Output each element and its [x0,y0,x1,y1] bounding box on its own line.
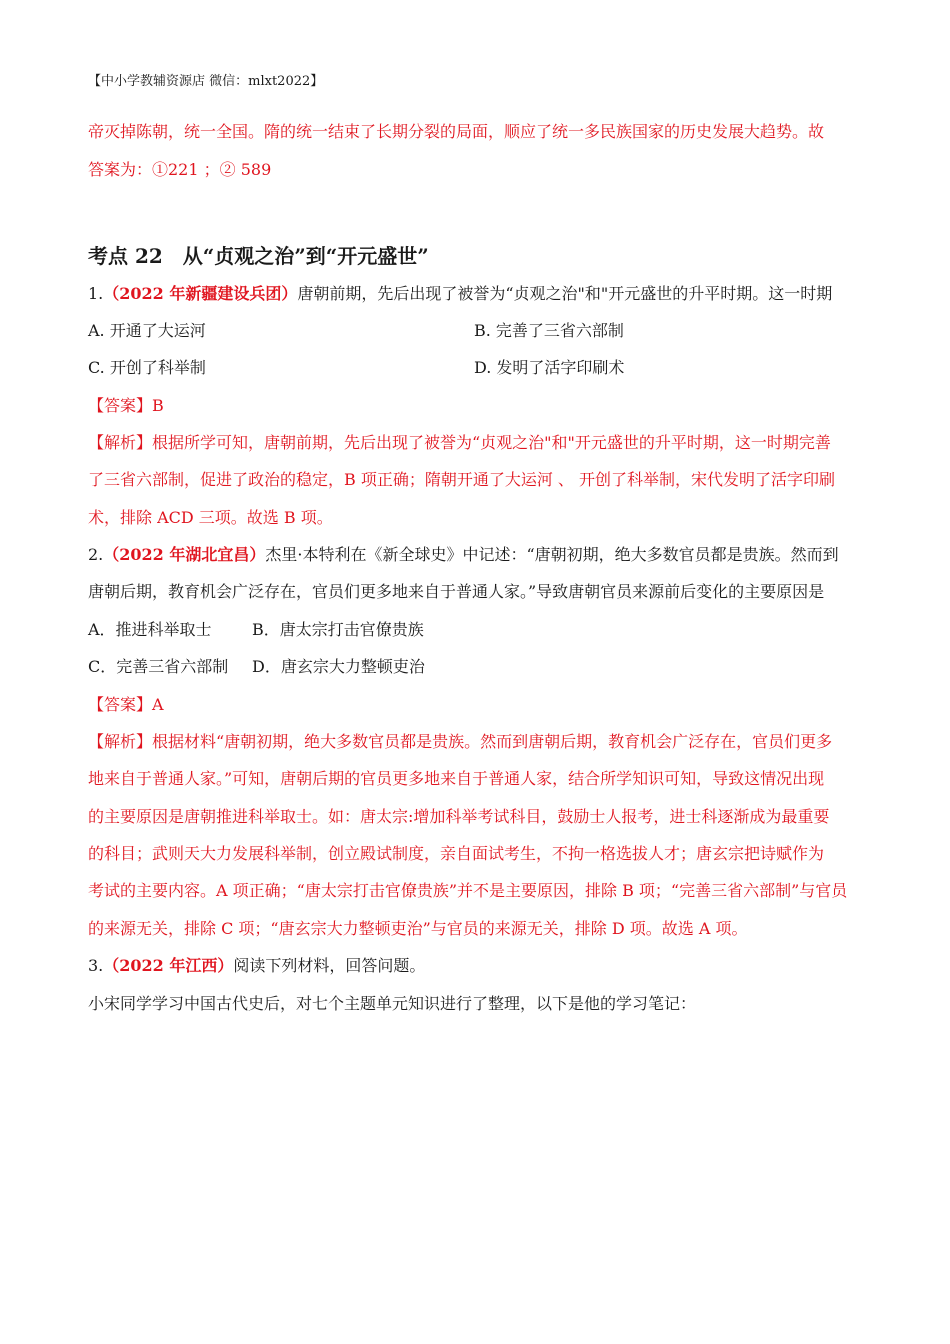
q2-option-a: A．推进科举取士 [88,620,212,639]
q2-answer: 【答案】A [88,695,164,714]
q1-number: 1. [88,284,104,303]
q2-stem-1 [88,545,839,565]
q2-option-c: C．完善三省六部制 [88,657,229,676]
q2-analysis-2: 地来自于普通人家。”可知，唐朝后期的官员更多地来自于普通人家，结合所学知识可知，导致这情况出现 [88,769,825,788]
q1-answer: 【答案】B [88,396,164,415]
q1-option-d: D. 发明了活字印刷术 [474,358,625,377]
q1-stem [88,284,832,304]
q2-analysis-4: 的科目；武则天大力发展科举制，创立殿试制度，亲自面试考生，不拘一格选拔人才；唐玄宗把诗赋作为 [88,844,825,863]
q2-analysis-6: 的来源无关，排除 C 项；“唐玄宗大力整顿吏治”与官员的来源无关，排除 D 项。故选 A 项。 [88,919,748,938]
q3-source: （2022 年江西） [103,956,234,975]
q3-stem [88,956,425,976]
q1-source: （2022 年新疆建设兵团） [103,284,298,303]
q1-stem-text: 唐朝前期，先后出现了被誉为“贞观之治"和"开元盛世的升平时期。这一时期 [297,284,833,303]
q2-analysis-3: 的主要原因是唐朝推进科举取士。如：唐太宗:增加科举考试科目，鼓励士人报考，进士科逐渐成为最重要 [88,807,830,826]
q2-option-d: D．唐玄宗大力整顿吏治 [252,657,425,676]
q2-analysis-5: 考试的主要内容。A 项正确；“唐太宗打击官僚贵族”并不是主要原因，排除 B 项；“完善三省六部制”与官员 [88,881,848,900]
q2-stem-text-1: 杰里·本特利在《新全球史》中记述：“唐朝初期，绝大多数官员都是贵族。然而到 [265,545,839,564]
q3-stem-text: 阅读下列材料，回答问题。 [233,956,426,975]
q2-analysis-1: 【解析】根据材料“唐朝初期，绝大多数官员都是贵族。然而到唐朝后期，教育机会广泛存在，官员们更多 [88,732,833,751]
intro-line-2: 答案为：①221 ；② 589 [88,160,272,179]
q1-analysis-2: 了三省六部制，促进了政治的稳定，B 项正确；隋朝开通了大运河 、 开创了科举制，宋代发明了活字印刷 [88,470,836,489]
q1-analysis-1: 【解析】根据所学可知，唐朝前期，先后出现了被誉为“贞观之治"和"开元盛世的升平时期，这一时期完善 [88,433,831,452]
q2-option-b: B．唐太宗打击官僚贵族 [252,620,424,639]
q2-source: （2022 年湖北宜昌） [103,545,266,564]
section-title: 考点 22 从“贞观之治”到“开元盛世” [88,244,429,268]
q1-analysis-3: 术，排除 ACD 三项。故选 B 项。 [88,508,333,527]
page-header: 【中小学教辅资源店 微信：mlxt2022】 [88,74,324,89]
q1-option-a: A. 开通了大运河 [88,321,206,340]
q2-number: 2. [88,545,104,564]
q1-option-c: C. 开创了科举制 [88,358,206,377]
intro-line-1: 帝灭掉陈朝，统一全国。隋的统一结束了长期分裂的局面，顺应了统一多民族国家的历史发展大趋势。故 [88,122,825,141]
q3-number: 3. [88,956,104,975]
q1-option-b: B. 完善了三省六部制 [474,321,624,340]
q2-stem-2: 唐朝后期，教育机会广泛存在，官员们更多地来自于普通人家。”导致唐朝官员来源前后变化的主要原因是 [88,582,825,601]
q3-paragraph: 小宋同学学习中国古代史后，对七个主题单元知识进行了整理，以下是他的学习笔记： [88,994,697,1013]
